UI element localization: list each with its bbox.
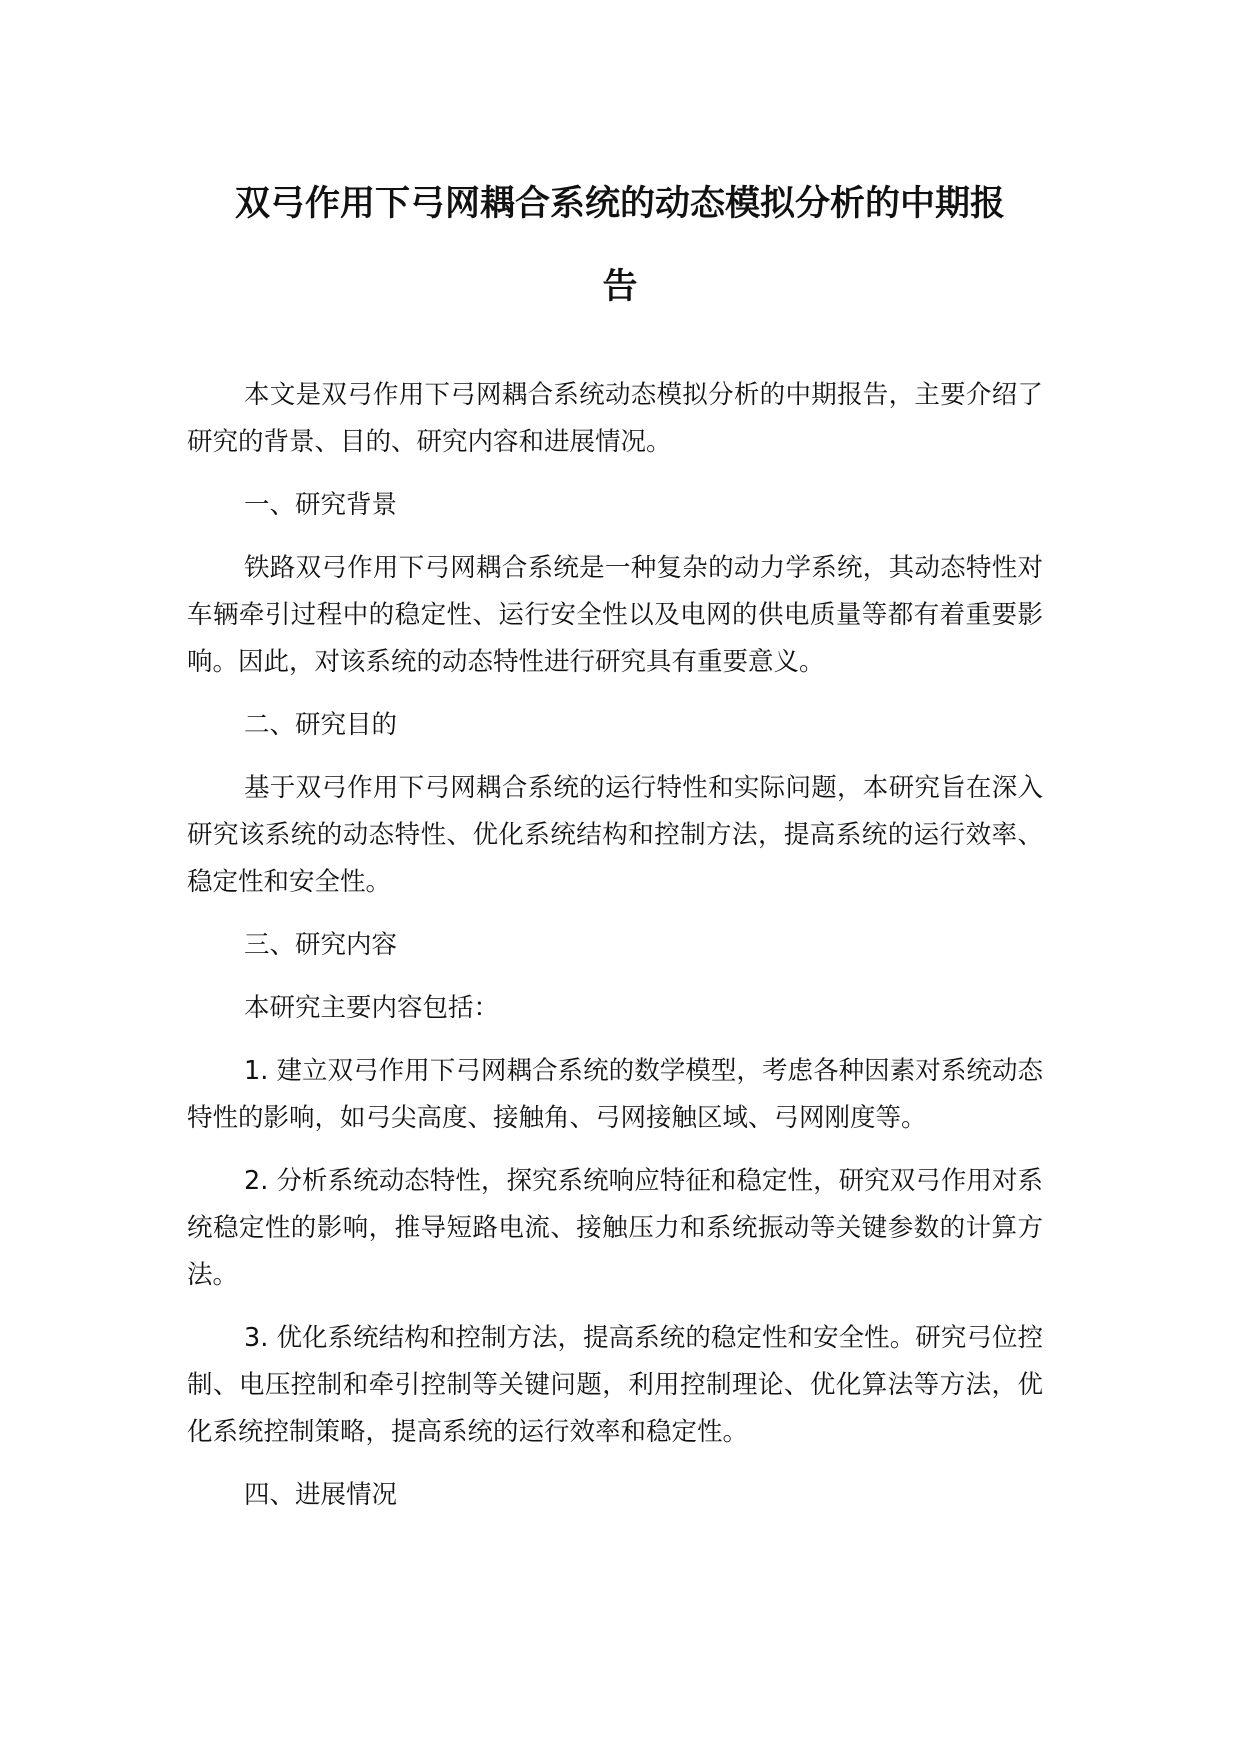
content-item-2: 2. 分析系统动态特性，探究系统响应特征和稳定性，研究双弓作用对系统稳定性的影响，推导短路电流、接触压力和系统振动等关键参数的计算方法。 [187,1166,1043,1290]
section-heading-purpose: 二、研究目的 [244,710,398,740]
section-heading-content: 三、研究内容 [244,930,398,960]
document-body [187,372,1043,1535]
section-heading-background: 一、研究背景 [244,490,398,520]
section-heading-progress: 四、进展情况 [244,1480,398,1510]
background-paragraph: 铁路双弓作用下弓网耦合系统是一种复杂的动力学系统，其动态特性对车辆牵引过程中的稳定性、运行安全性以及电网的供电质量等都有着重要影响。因此，对该系统的动态特性进行研究具有重要意义。 [187,553,1043,677]
intro-paragraph: 本文是双弓作用下弓网耦合系统动态模拟分析的中期报告，主要介绍了研究的背景、目的、研究内容和进展情况。 [187,380,1043,457]
purpose-paragraph: 基于双弓作用下弓网耦合系统的运行特性和实际问题，本研究旨在深入研究该系统的动态特性、优化系统结构和控制方法，提高系统的运行效率、稳定性和安全性。 [187,773,1043,897]
document-title-line-1: 双弓作用下弓网耦合系统的动态模拟分析的中期报 [234,184,1005,224]
document-title-line-2: 告 [602,267,638,307]
content-item-3: 3. 优化系统结构和控制方法，提高系统的稳定性和安全性。研究弓位控制、电压控制和牵引控制等关键问题，利用控制理论、优化算法等方法，优化系统控制策略，提高系统的运行效率和稳定性。 [187,1323,1043,1447]
content-intro-paragraph: 本研究主要内容包括： [244,993,500,1023]
content-item-1: 1. 建立双弓作用下弓网耦合系统的数学模型，考虑各种因素对系统动态特性的影响，如弓尖高度、接触角、弓网接触区域、弓网刚度等。 [187,1056,1043,1133]
